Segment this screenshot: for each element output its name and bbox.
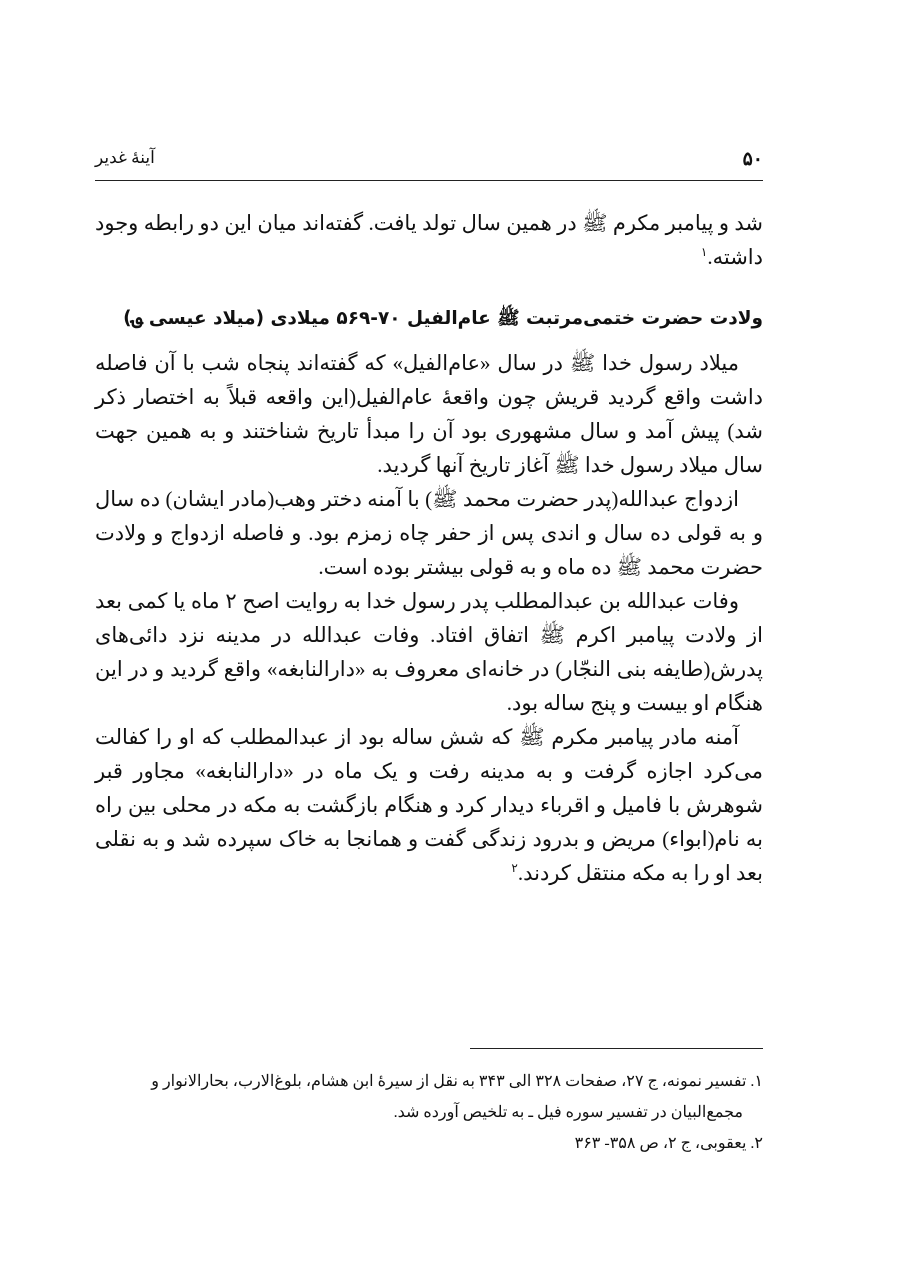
footnote-1: [95, 1066, 763, 1128]
footnote-text: تفسیر نمونه، ج ۲۷، صفحات ۳۲۸ الی ۳۴۳ به نقل از سیرهٔ ابن هشام، بلوغ‌الارب، بحارالانوار و: [151, 1073, 747, 1090]
running-header: [95, 148, 763, 178]
body-text: [95, 206, 763, 890]
paragraph-mother: [95, 720, 763, 890]
footnotes: [95, 1066, 763, 1159]
footnote-text: یعقوبی، ج ۲، ص ۳۵۸- ۳۶۳: [574, 1135, 747, 1152]
page-number: ۵۰: [742, 149, 763, 170]
paragraph-father-death: وفات عبدالله بن عبدالمطلب پدر رسول خدا به روایت اصح ۲ ماه یا کمی بعد از ولادت پیامبر اکرم ﷺ اتفاق افتاد. وفات عبدالله در مدینه نزد دائی‌های پدرش(طایفه بنی النجّار) در خانه‌ای معروف به «دارالنابغه» واقع گردید و در این هنگام او بیست و پنج ساله بود.: [95, 589, 763, 715]
paragraph-text: آمنه مادر پیامبر مکرم ﷺ که شش ساله بود از عبدالمطلب که او را کفالت می‌کرد اجازه گرفت و به مدینه رفت و یک ماه در «دارالنابغه» مجاور قبر شوهرش با فامیل و اقرباء دیدار کرد و هنگام بازگشت به مکه در محلی بین راه به نام(ابواء) مریض و بدرود زندگی گفت و همانجا به خاک سپرده شد و به نقلی بعد او را به مکه منتقل کردند.: [95, 725, 763, 885]
paragraph-marriage: ازدواج عبدالله(پدر حضرت محمد ﷺ) با آمنه دختر وهب(مادر ایشان) ده سال و به قولی ده سال و اندی پس از حفر چاه زمزم بود. و فاصله ازدواج و ولادت حضرت محمد ﷺ ده ماه و به قولی بیشتر بوده است.: [95, 487, 763, 579]
paragraph-text: شد و پیامبر مکرم ﷺ در همین سال تولد یافت. گفته‌اند میان این دو رابطه وجود داشته.: [95, 211, 763, 269]
footnote-divider: [470, 1048, 763, 1049]
paragraph-birth: میلاد رسول خدا ﷺ در سال «عام‌الفیل» که گفته‌اند پنجاه شب با آن فاصله داشت واقع گردید قریش چون واقعهٔ عام‌الفیل(این واقعه قبلاً به اختصار ذکر شد) پیش آمد و سال مشهوری بود آن را مبدأ تاریخ شناختند و به همین جهت سال میلاد رسول خدا ﷺ آغاز تاریخ آنها گردید.: [95, 351, 763, 477]
footnote-text-continued: مجمع‌البیان در تفسیر سوره فیل ـ به تلخیص آورده شد.: [393, 1104, 743, 1121]
footnote-ref-2[interactable]: ۲: [511, 861, 518, 875]
paragraph-continued: [95, 206, 763, 274]
journal-title: آینهٔ غدیر: [95, 148, 155, 167]
footnote-number: ۱.: [750, 1073, 763, 1090]
header-divider: [95, 180, 763, 181]
footnote-ref-1[interactable]: ۱: [700, 245, 708, 259]
footnote-2: [95, 1128, 763, 1159]
footnote-number: ۲.: [750, 1135, 763, 1152]
section-heading: ولادت حضرت ختمی‌مرتبت ﷺ عام‌الفیل ۷۰-۵۶۹ میلادی (میلاد عیسی ؈): [123, 308, 763, 329]
